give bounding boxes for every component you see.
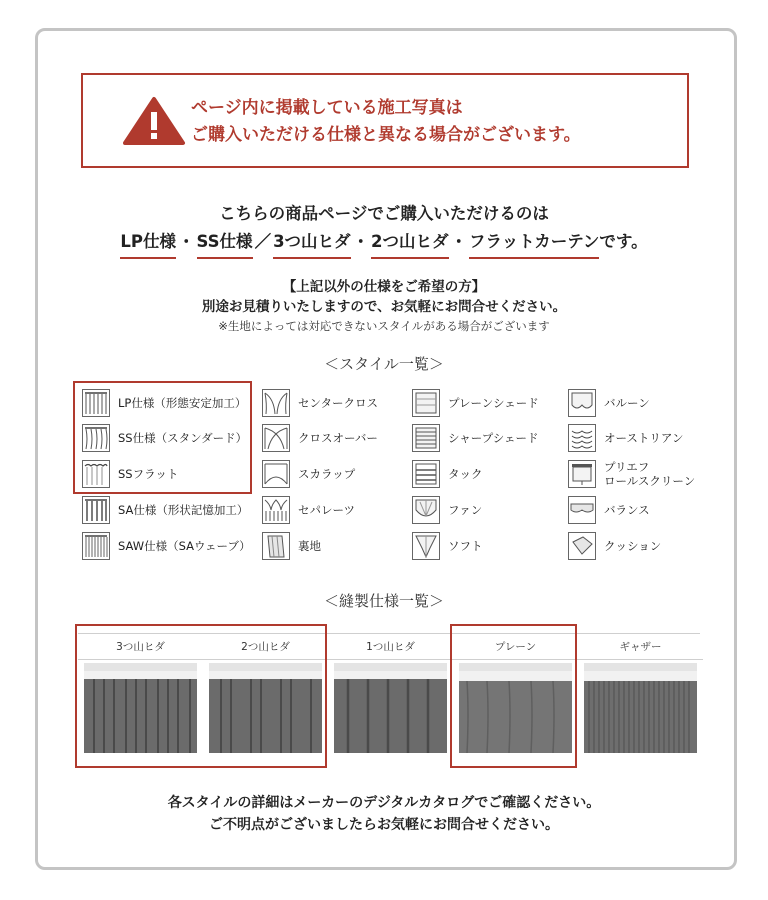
balloon-shade-icon xyxy=(568,389,596,417)
style-label: SA仕様（形状記憶加工） xyxy=(118,503,249,517)
wave-curtain-icon xyxy=(82,532,110,560)
spec-triple-pleat: 3つ山ヒダ xyxy=(273,230,350,259)
spec-lp: LP仕様 xyxy=(120,230,176,259)
highlight-box-plain xyxy=(450,624,577,768)
request-text: 別途お見積りいたしますので、お気軽にお問合せください。 xyxy=(201,299,567,315)
plain-shade-icon xyxy=(412,389,440,417)
intro-line-2 xyxy=(36,230,732,259)
center-cross-icon xyxy=(262,389,290,417)
style-label: シャープシェード xyxy=(448,431,539,445)
separates-icon xyxy=(262,496,290,524)
cushion-icon xyxy=(568,532,596,560)
spec-ss: SS仕様 xyxy=(197,230,253,259)
style-label: SS仕様（スタンダード） xyxy=(118,431,248,445)
highlight-box-pleats xyxy=(75,624,327,768)
sewing-label: ギャザー xyxy=(578,633,703,660)
fan-shade-icon xyxy=(412,496,440,524)
footer-line-2: ご不明点がございましたらお気軽にお問合せください。 xyxy=(209,817,559,833)
separator: ・ xyxy=(352,232,370,251)
style-label: センタークロス xyxy=(298,396,379,410)
style-label: SAW仕様（SAウェーブ） xyxy=(118,539,251,553)
style-label: SSフラット xyxy=(118,467,179,481)
sewing-title: ＜縫製仕様一覧＞ xyxy=(323,592,444,610)
style-label: クロスオーバー xyxy=(298,431,378,445)
lining-icon xyxy=(262,532,290,560)
flat-curtain-icon xyxy=(82,460,110,488)
sharp-shade-icon xyxy=(412,424,440,452)
spec-double-pleat: 2つ山ヒダ xyxy=(371,230,448,259)
sewing-label: 2つ山ヒダ xyxy=(203,633,328,660)
style-label: スカラップ xyxy=(298,467,356,481)
separator: ・ xyxy=(178,232,195,251)
crossover-icon xyxy=(262,424,290,452)
style-label: ファン xyxy=(448,503,483,517)
soft-shade-icon xyxy=(412,532,440,560)
sewing-label: 1つ山ヒダ xyxy=(328,633,453,660)
intro-line-1: こちらの商品ページでご購入いただけるのは xyxy=(219,204,549,223)
warning-triangle-icon xyxy=(121,95,187,147)
tuck-shade-icon xyxy=(412,460,440,488)
gather-photo xyxy=(584,663,697,753)
pleat-curtain-icon xyxy=(82,389,110,417)
style-label: バランス xyxy=(604,503,650,517)
style-label: ソフト xyxy=(448,539,483,553)
style-label: LP仕様（形態安定加工） xyxy=(118,396,247,410)
spec-flat-curtain: フラットカーテン xyxy=(469,230,599,259)
style-label: クッション xyxy=(604,539,662,553)
style-label xyxy=(604,460,695,488)
style-label-line-2: ロールスクリーン xyxy=(604,474,696,488)
pleat-curtain-icon xyxy=(82,424,110,452)
request-heading: 【上記以外の仕様をご希望の方】 xyxy=(282,279,486,295)
style-label: セパレーツ xyxy=(298,503,356,517)
style-label-line-1: プリエフ xyxy=(604,460,650,474)
style-label: タック xyxy=(448,467,483,481)
roll-screen-icon xyxy=(568,460,596,488)
valance-icon xyxy=(568,496,596,524)
style-label: プレーンシェード xyxy=(448,396,539,410)
scallop-icon xyxy=(262,460,290,488)
separator: ／ xyxy=(254,232,272,251)
style-label: オーストリアン xyxy=(604,431,684,445)
request-note: ※生地によっては対応できないスタイルがある場合がございます xyxy=(218,319,550,333)
intro-tail: です。 xyxy=(599,232,648,251)
sewing-label: 3つ山ヒダ xyxy=(78,633,203,660)
single-pleat-photo xyxy=(334,663,447,753)
separator: ・ xyxy=(450,232,468,251)
style-label: 裏地 xyxy=(298,539,321,553)
sewing-label: プレーン xyxy=(453,633,578,660)
sewing-gather xyxy=(578,633,703,759)
footer-line-1: 各スタイルの詳細はメーカーのデジタルカタログでご確認ください。 xyxy=(167,795,601,811)
austrian-shade-icon xyxy=(568,424,596,452)
notice-line-1: ページ内に掲載している施工写真は xyxy=(191,98,463,118)
sewing-single-pleat xyxy=(328,633,453,759)
notice-text xyxy=(191,95,581,149)
notice-box xyxy=(81,73,689,168)
notice-line-2: ご購入いただける仕様と異なる場合がございます。 xyxy=(191,125,581,145)
style-label: バルーン xyxy=(604,396,650,410)
pleat-curtain-icon xyxy=(82,496,110,524)
styles-title: ＜スタイル一覧＞ xyxy=(324,355,444,373)
